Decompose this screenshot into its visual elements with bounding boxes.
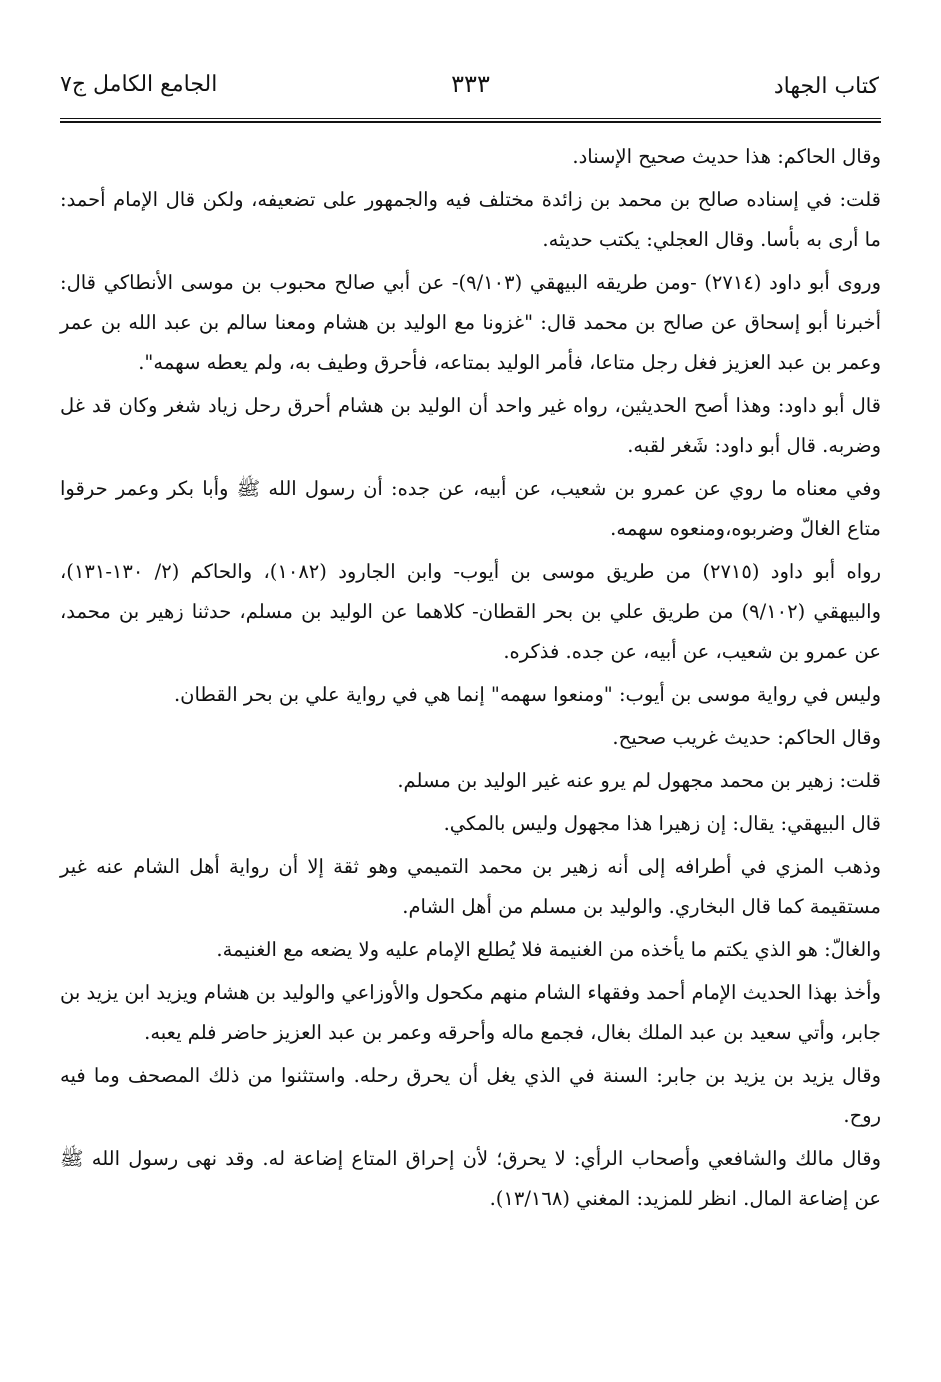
paragraph: وقال يزيد بن يزيد بن جابر: السنة في الذي يغل أن يحرق رحله. واستثنوا من ذلك المصحف وما فيه روح.	[60, 1064, 881, 1127]
paragraph: وقال الحاكم: هذا حديث صحيح الإسناد.	[572, 145, 881, 168]
paragraph: وقال مالك والشافعي وأصحاب الرأي: لا يحرق؛ لأن إحراق المتاع إضاعة له. وقد نهى رسول الله ﷺ عن إضاعة المال. انظر للمزيد: المغني (١٣/١٦٨).	[60, 1147, 881, 1210]
paragraph: وذهب المزي في أطرافه إلى أنه زهير بن محمد التميمي وهو ثقة إلا أن رواية أهل الشام عنه غير مستقيمة كما قال البخاري. والوليد بن مسلم من أهل الشام.	[60, 855, 881, 918]
paragraph: وروى أبو داود (٢٧١٤) -ومن طريقه البيهقي (٩/١٠٣)- عن أبي صالح محبوب بن موسى الأنطاكي قال: أخبرنا أبو إسحاق عن صالح بن محمد قال: "غزونا مع الوليد بن هشام ومعنا سالم بن عبد الله بن عمر وعمر بن عبد العزيز فغل رجل متاعا، فأمر الوليد بمتاعه، فأحرق وطيف به، ولم يعطه سهمه".	[60, 271, 881, 374]
paragraph: وليس في رواية موسى بن أيوب: "ومنعوا سهمه" إنما هي في رواية علي بن بحر القطان.	[173, 683, 881, 706]
paragraph: وأخذ بهذا الحديث الإمام أحمد وفقهاء الشام منهم مكحول والأوزاعي والوليد بن هشام ويزيد ابن يزيد بن جابر، وأتي سعيد بن عبد الملك بغال، فجمع ماله وأحرقه وعمر بن عبد العزيز حاضر فلم يعبه.	[60, 981, 881, 1044]
book-title: الجامع الكامل ج٧	[60, 72, 218, 97]
paragraph: قال البيهقي: يقال: إن زهيرا هذا مجهول وليس بالمكي.	[443, 812, 881, 835]
page-number: ٣٣٣	[451, 70, 490, 98]
paragraph: قلت: زهير بن محمد مجهول لم يرو عنه غير الوليد بن مسلم.	[397, 769, 881, 792]
paragraph: قال أبو داود: وهذا أصح الحديثين، رواه غير واحد أن الوليد بن هشام أحرق رحل زياد شغر وكان قد غل وضربه. قال أبو داود: شَغر لقبه.	[60, 394, 881, 457]
paragraph: وفي معناه ما روي عن عمرو بن شعيب، عن أبيه، عن جده: أن رسول الله ﷺ وأبا بكر وعمر حرقوا متاع الغالّ وضربوه،ومنعوه سهمه.	[60, 477, 881, 540]
paragraph: قلت: في إسناده صالح بن محمد بن زائدة مختلف فيه والجمهور على تضعيفه، ولكن قال الإمام أحمد: ما أرى به بأسا. وقال العجلي: يكتب حديثه.	[60, 188, 881, 251]
paragraph: والغالّ: هو الذي يكتم ما يأخذه من الغنيمة فلا يُطلع الإمام عليه ولا يضعه مع الغنيمة.	[216, 938, 881, 961]
chapter-title: كتاب الجهاد	[773, 74, 879, 99]
page-header	[60, 66, 881, 114]
paragraph: وقال الحاكم: حديث غريب صحيح.	[612, 726, 881, 749]
page-body	[60, 137, 881, 1219]
paragraph: رواه أبو داود (٢٧١٥) من طريق موسى بن أيوب- وابن الجارود (١٠٨٢)، والحاكم (٢/ ١٣٠-١٣١)، والبيهقي (٩/١٠٢) من طريق علي بن بحر القطان- كلاهما عن الوليد بن مسلم، حدثنا زهير بن محمد، عن عمرو بن شعيب، عن أبيه، عن جده. فذكره.	[60, 560, 881, 663]
header-rule	[60, 118, 881, 123]
